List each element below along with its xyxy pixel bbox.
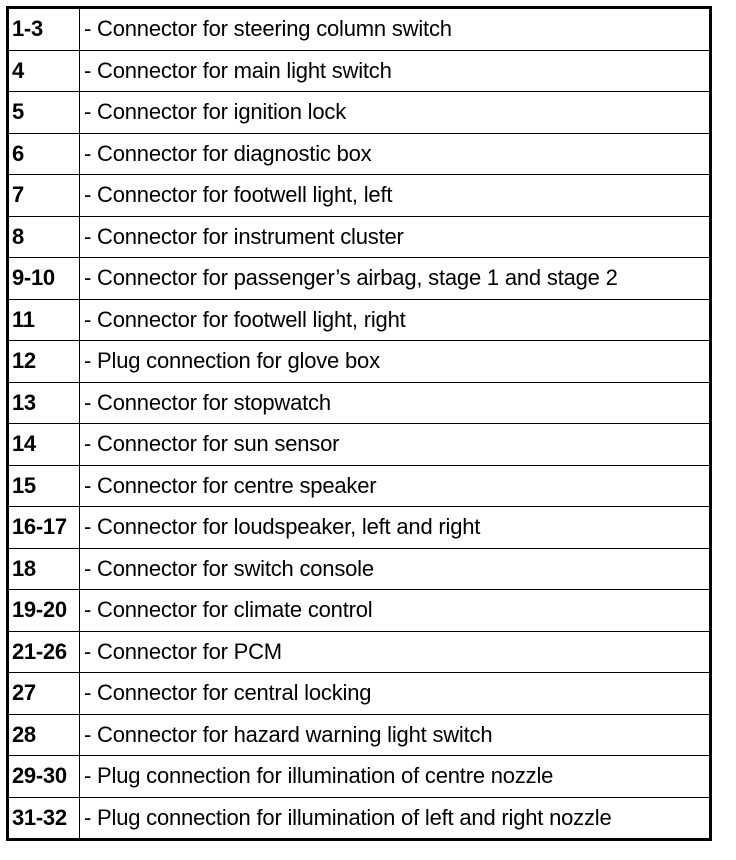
connector-description: - Connector for centre speaker — [80, 465, 711, 507]
connector-number: 13 — [8, 382, 80, 424]
connector-description: - Connector for switch console — [80, 548, 711, 590]
connector-number: 19-20 — [8, 590, 80, 632]
table-row — [8, 50, 711, 92]
connector-description: - Connector for PCM — [80, 631, 711, 673]
table-row — [8, 175, 711, 217]
table-row — [8, 92, 711, 134]
table-row — [8, 548, 711, 590]
connector-number: 12 — [8, 341, 80, 383]
connector-description: - Connector for instrument cluster — [80, 216, 711, 258]
table-row — [8, 216, 711, 258]
connector-description: - Connector for climate control — [80, 590, 711, 632]
table-row — [8, 424, 711, 466]
connector-number: 11 — [8, 299, 80, 341]
connector-description: - Connector for stopwatch — [80, 382, 711, 424]
connector-number: 21-26 — [8, 631, 80, 673]
table-row — [8, 465, 711, 507]
connector-description: - Connector for passenger’s airbag, stage 1 and stage 2 — [80, 258, 711, 300]
table-row — [8, 797, 711, 840]
connector-number: 18 — [8, 548, 80, 590]
connector-number: 7 — [8, 175, 80, 217]
connector-number: 14 — [8, 424, 80, 466]
connector-description: - Plug connection for illumination of centre nozzle — [80, 756, 711, 798]
connector-description: - Connector for main light switch — [80, 50, 711, 92]
connector-description: - Connector for central locking — [80, 673, 711, 715]
table-row — [8, 590, 711, 632]
connector-description: - Plug connection for glove box — [80, 341, 711, 383]
connector-legend-table — [6, 6, 712, 841]
connector-description: - Connector for ignition lock — [80, 92, 711, 134]
connector-number: 5 — [8, 92, 80, 134]
connector-number: 31-32 — [8, 797, 80, 840]
connector-number: 15 — [8, 465, 80, 507]
table-row — [8, 341, 711, 383]
connector-number: 6 — [8, 133, 80, 175]
connector-number: 4 — [8, 50, 80, 92]
connector-number: 28 — [8, 714, 80, 756]
connector-description: - Connector for hazard warning light switch — [80, 714, 711, 756]
connector-legend-body — [8, 8, 711, 840]
connector-number: 27 — [8, 673, 80, 715]
table-row — [8, 673, 711, 715]
table-row — [8, 258, 711, 300]
table-row — [8, 382, 711, 424]
connector-description: - Connector for footwell light, right — [80, 299, 711, 341]
table-row — [8, 756, 711, 798]
table-row — [8, 8, 711, 51]
table-row — [8, 714, 711, 756]
connector-description: - Plug connection for illumination of left and right nozzle — [80, 797, 711, 840]
connector-number: 16-17 — [8, 507, 80, 549]
table-row — [8, 299, 711, 341]
connector-number: 29-30 — [8, 756, 80, 798]
connector-description: - Connector for footwell light, left — [80, 175, 711, 217]
connector-number: 1-3 — [8, 8, 80, 51]
connector-number: 9-10 — [8, 258, 80, 300]
connector-description: - Connector for diagnostic box — [80, 133, 711, 175]
connector-description: - Connector for steering column switch — [80, 8, 711, 51]
connector-description: - Connector for sun sensor — [80, 424, 711, 466]
connector-description: - Connector for loudspeaker, left and right — [80, 507, 711, 549]
table-row — [8, 507, 711, 549]
table-row — [8, 133, 711, 175]
table-row — [8, 631, 711, 673]
connector-number: 8 — [8, 216, 80, 258]
